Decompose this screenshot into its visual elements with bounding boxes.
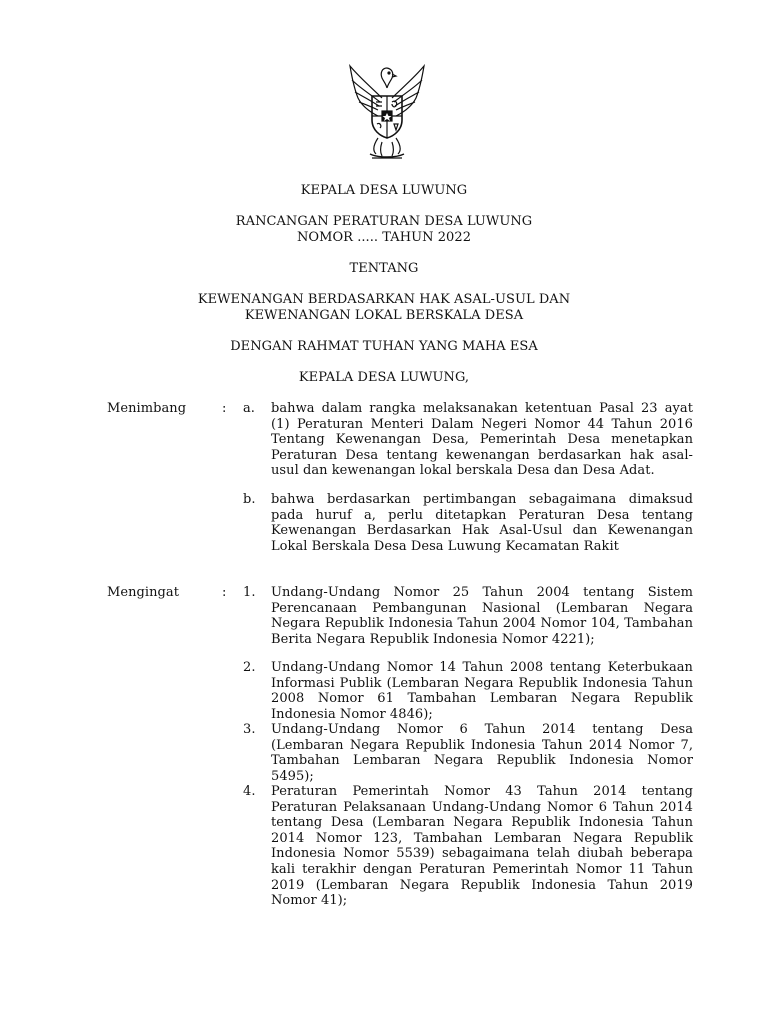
about-heading: TENTANG xyxy=(349,261,419,276)
blessing-line: DENGAN RAHMAT TUHAN YANG MAHA ESA xyxy=(230,339,538,354)
section-colon: : xyxy=(222,585,227,600)
item-text: bahwa dalam rangka melaksanakan ketentuan Pasal 23 ayat (1) Peraturan Menteri Dalam Negeri Nomor 44 Tahun 2016 Tentang Kewenangan Desa, Pemerintah Desa menetapkan Peraturan Desa tentang kewenangan berdasarkan hak asal-usul dan kewenangan lokal berskala Desa dan Desa Adat. xyxy=(271,401,693,479)
header-title: KEPALA DESA LUWUNG xyxy=(300,183,468,198)
item-marker: a. xyxy=(243,401,255,416)
item-marker: 4. xyxy=(243,784,256,799)
topic-line-2: KEWENANGAN LOKAL BERSKALA DESA xyxy=(244,308,524,323)
garuda-pancasila-emblem-icon xyxy=(342,58,432,164)
topic-line-1: KEWENANGAN BERDASARKAN HAK ASAL-USUL DAN xyxy=(197,292,571,307)
header-block xyxy=(0,183,768,199)
draft-regulation-title: RANCANGAN PERATURAN DESA LUWUNG xyxy=(235,214,533,229)
item-marker: 3. xyxy=(243,722,256,737)
item-marker: 2. xyxy=(243,660,256,675)
authority-line: KEPALA DESA LUWUNG, xyxy=(298,370,470,385)
regulation-number: NOMOR ..... TAHUN 2022 xyxy=(296,230,472,245)
item-marker: b. xyxy=(243,492,256,507)
section-label-mengingat: Mengingat xyxy=(107,585,179,600)
draft-title-block xyxy=(0,214,768,246)
item-text: Peraturan Pemerintah Nomor 43 Tahun 2014 tentang Peraturan Pelaksanaan Undang-Undang Nomor 6 Tahun 2014 tentang Desa (Lembaran Negara Republik Indonesia Tahun 2014 Nomor 123, Tambahan Lembaran Negara Republik Indonesia Nomor 5539) sebagaimana telah diubah beberapa kali terakhir dengan Peraturan Pemerintah Nomor 11 Tahun 2019 (Lembaran Negara Republik Indonesia Tahun 2019 Nomor 41); xyxy=(271,784,693,909)
item-text: Undang-Undang Nomor 25 Tahun 2004 tentang Sistem Perencanaan Pembangunan Nasional (Lembaran Negara Negara Republik Indonesia Tahun 2004 Nomor 104, Tambahan Berita Negara Republik Indonesia Nomor 4221); xyxy=(271,585,693,647)
section-colon: : xyxy=(222,401,227,416)
item-text: Undang-Undang Nomor 6 Tahun 2014 tentang Desa (Lembaran Negara Republik Indonesia Tahun 2014 Nomor 7, Tambahan Lembaran Negara Republik Indonesia Nomor 5495); xyxy=(271,722,693,784)
item-marker: 1. xyxy=(243,585,256,600)
item-text: Undang-Undang Nomor 14 Tahun 2008 tentang Keterbukaan Informasi Publik (Lembaran Negara Republik Indonesia Tahun 2008 Nomor 61 Tambahan Lembaran Negara Republik Indonesia Nomor 4846); xyxy=(271,660,693,722)
topic-block xyxy=(0,292,768,324)
section-label-menimbang: Menimbang xyxy=(107,401,187,416)
item-text: bahwa berdasarkan pertimbangan sebagaimana dimaksud pada huruf a, perlu ditetapkan Peraturan Desa tentang Kewenangan Berdasarkan Hak Asal-Usul dan Kewenangan Lokal Berskala Desa Desa Luwung Kecamatan Rakit xyxy=(271,492,693,554)
